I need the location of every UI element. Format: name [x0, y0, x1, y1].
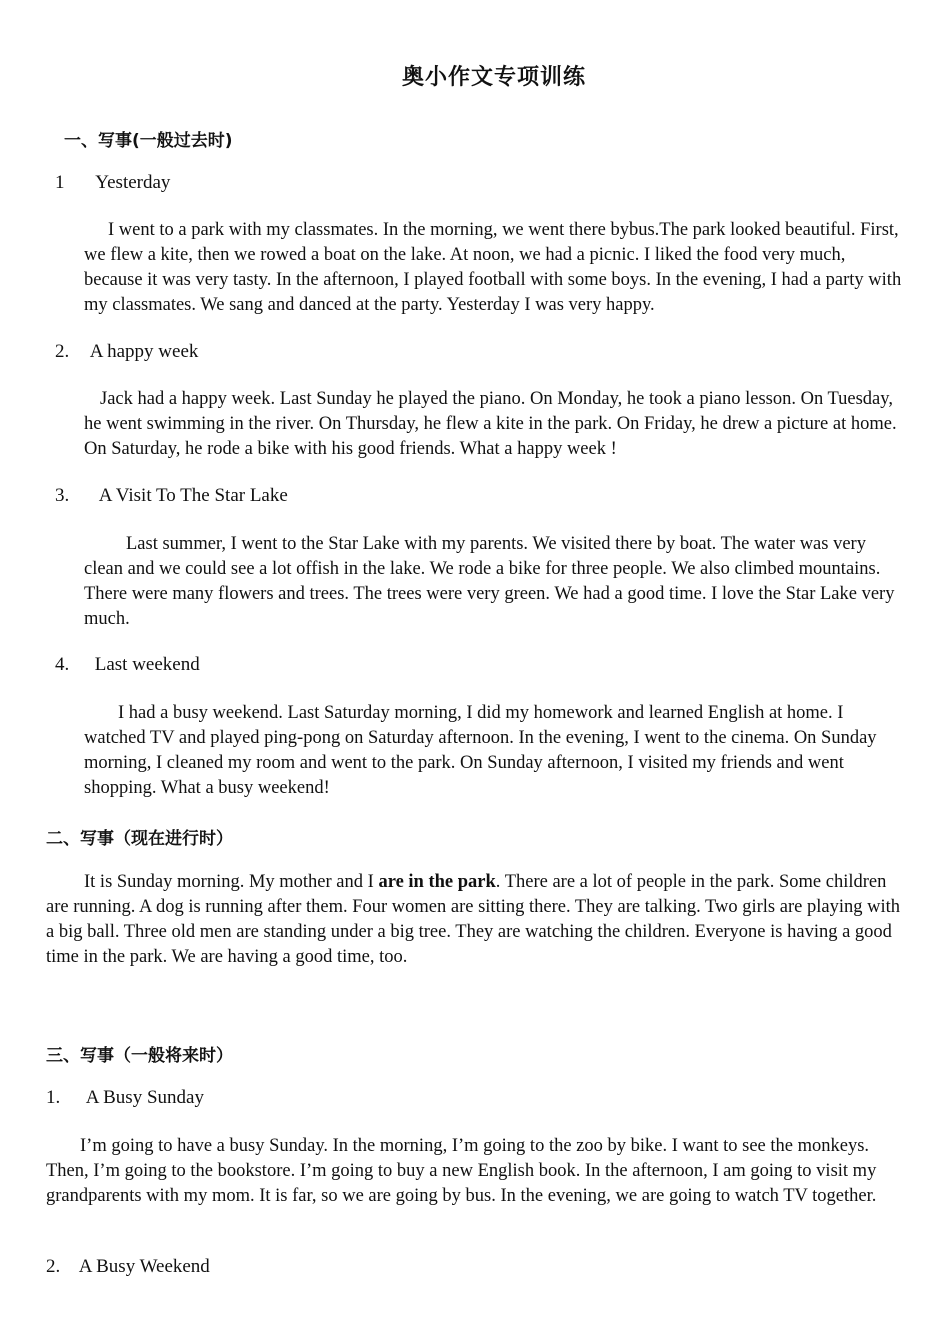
- item-heading-yesterday: [55, 172, 170, 194]
- item-number: 2.: [55, 341, 70, 362]
- essay-happy-week: Jack had a happy week. Last Sunday he played the piano. On Monday, he took a piano lesson. On Tuesday, he went swimming in the river. On Thursday, he flew a kite in the park. On Friday, he drew a picture at home. On Saturday, he rode a bike with his good friends. What a happy week !: [84, 389, 902, 459]
- item-number: 1.: [46, 1087, 61, 1108]
- item-number: 4.: [55, 654, 70, 675]
- item-number: 1: [55, 172, 65, 193]
- item-number: 3.: [55, 485, 70, 506]
- item-number: 2.: [46, 1256, 61, 1277]
- essay-text: . There are a lot of people in the park. Some children are running. A dog is running after them. Four women are sitting there. They are talking. Two girls are playing with a big ball. Three old men are standing under a big tree. They are watching the children. Everyone is having a good time in the park. We are having a good time, too.: [46, 872, 905, 967]
- item-title: A Busy Weekend: [78, 1256, 210, 1277]
- essay-star-lake: Last summer, I went to the Star Lake with my parents. We visited there by boat. The water was very clean and we could see a lot offish in the lake. We rode a bike for three people. We also climbed mountains. There were many flowers and trees. The trees were very green. We had a good time. I love the Star Lake very much.: [84, 534, 900, 629]
- item-heading-busy-weekend: [46, 1256, 210, 1278]
- item-title: Yesterday: [95, 172, 171, 193]
- essay-text: It is Sunday morning. My mother and I: [84, 872, 379, 892]
- section-heading-future-tense: 三、写事（一般将来时）: [46, 1046, 233, 1066]
- page-title: 奥小作文专项训练: [401, 65, 586, 90]
- item-title: A Busy Sunday: [85, 1087, 204, 1108]
- essay-yesterday: I went to a park with my classmates. In the morning, we went there bybus.The park looked beautiful. First, we flew a kite, then we rowed a boat on the lake. At noon, we had a picnic. I liked the food very much, because it was very tasty. In the afternoon, I played football with some boys. In the evening, I had a party with my classmates. We sang and danced at the party. Yesterday I was very happy.: [84, 220, 906, 315]
- item-title: A happy week: [89, 341, 199, 362]
- item-heading-busy-sunday: [46, 1087, 204, 1109]
- essay-busy-sunday: I’m going to have a busy Sunday. In the morning, I’m going to the zoo by bike. I want to see the monkeys. Then, I’m going to the bookstore. I’m going to buy a new English book. In the afternoon, I am going to visit my grandparents with my mom. It is far, so we are going by bus. In the evening, we are going to watch TV together.: [46, 1136, 881, 1206]
- essay-bold-phrase: are in the park: [378, 872, 496, 892]
- item-heading-last-weekend: [55, 654, 200, 676]
- essay-sunday-park: [46, 870, 908, 970]
- section-heading-past-tense: 一、写事(一般过去时): [64, 131, 233, 151]
- item-title: A Visit To The Star Lake: [98, 485, 288, 506]
- item-heading-star-lake: [55, 485, 288, 507]
- item-heading-happy-week: [55, 341, 198, 363]
- section-heading-present-continuous: 二、写事（现在进行时）: [46, 829, 233, 849]
- item-title: Last weekend: [94, 654, 200, 675]
- essay-last-weekend: I had a busy weekend. Last Saturday morning, I did my homework and learned English at home. I watched TV and played ping-pong on Saturday afternoon. In the evening, I went to the cinema. On Sunday morning, I cleaned my room and went to the park. On Sunday afternoon, I visited my friends and went shopping. What a busy weekend!: [84, 703, 882, 798]
